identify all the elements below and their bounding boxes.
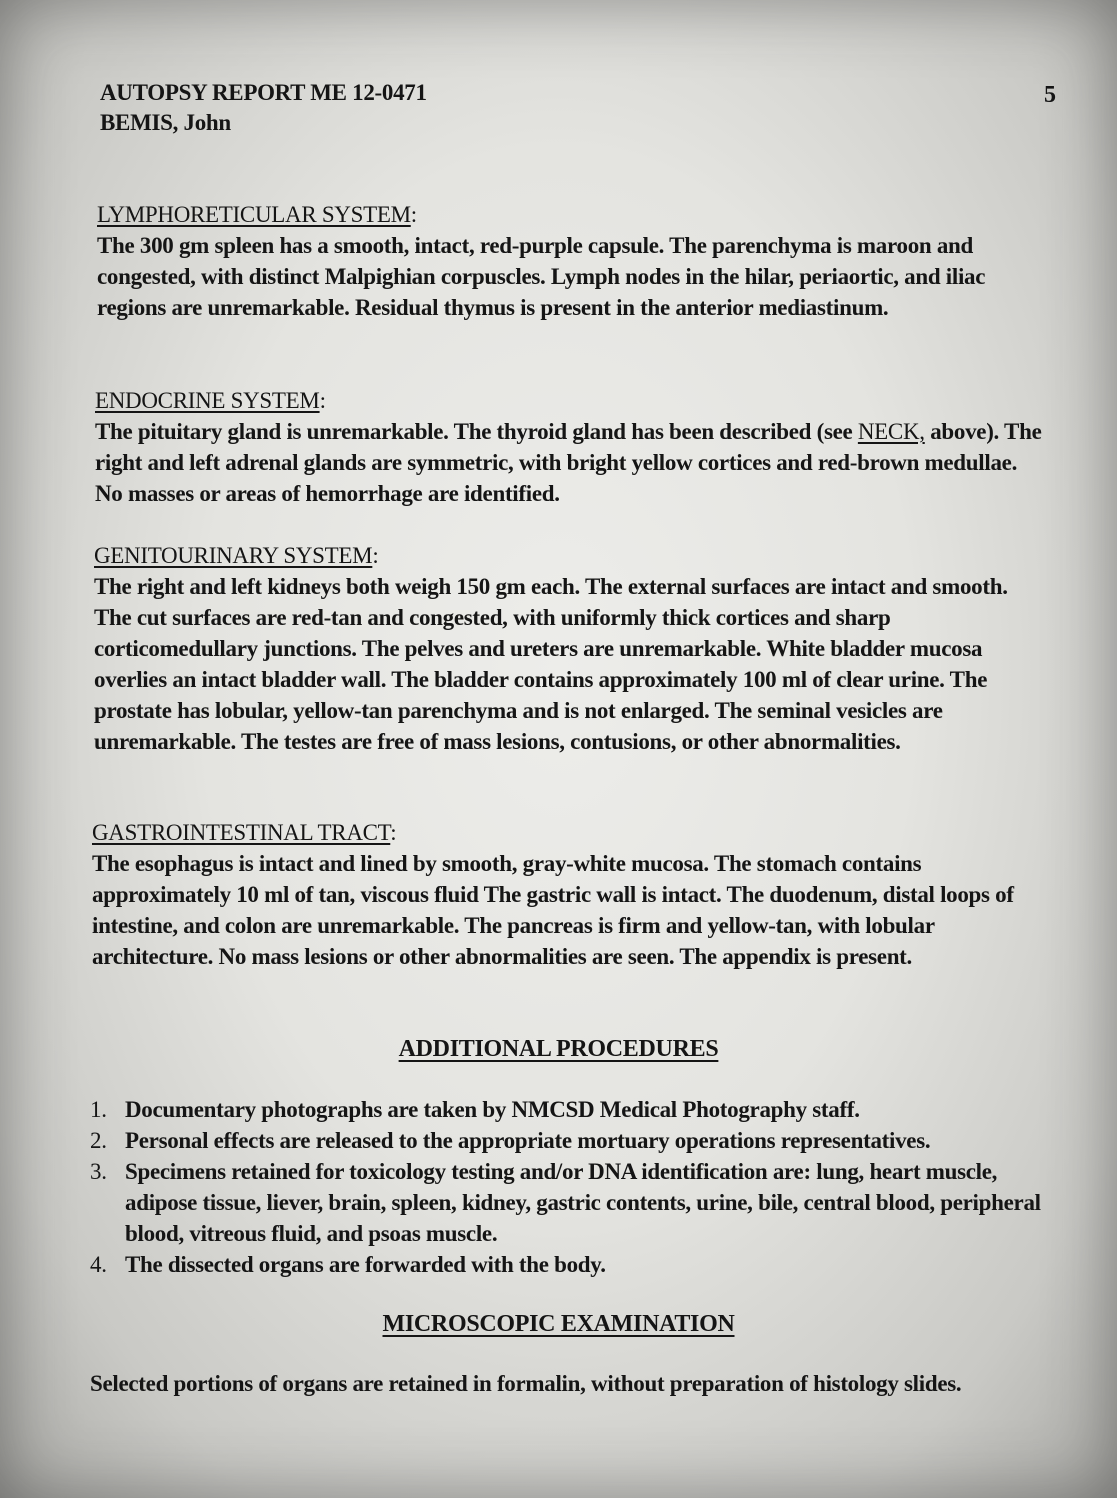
decedent-name: BEMIS, John: [100, 110, 231, 135]
list-item: [90, 1094, 1050, 1125]
heading-colon: :: [372, 543, 379, 568]
list-item: [90, 1125, 1050, 1156]
report-title: AUTOPSY REPORT ME 12-0471: [100, 80, 427, 105]
lymphoreticular-heading: LYMPHORETICULAR SYSTEM: [97, 202, 411, 227]
section-heading: [95, 386, 1055, 416]
heading-colon: :: [319, 388, 326, 413]
endocrine-body-part1: The pituitary gland is unremarkable. The thyroid gland has been described (see: [95, 419, 858, 444]
endocrine-body-part2: above). The right and left adrenal glands are symmetric, with bright yellow cortices and red-brown medullae. No masses or areas of hemorrhage are identified.: [95, 419, 1042, 506]
gastrointestinal-body: The esophagus is intact and lined by smooth, gray-white mucosa. The stomach contains approximately 10 ml of tan, viscous fluid The gastric wall is intact. The duodenum, distal loops of intestine, and colon are unremarkable. The pancreas is firm and yellow-tan, with lobular architecture. No mass lesions or other abnormalities are seen. The appendix is present.: [92, 851, 1014, 969]
endocrine-body: [95, 416, 1045, 509]
page-number: 5: [1044, 82, 1056, 108]
heading-colon: :: [390, 820, 397, 845]
genitourinary-body: The right and left kidneys both weigh 150 gm each. The external surfaces are intact and smooth. The cut surfaces are red-tan and congested, with uniformly thick cortices and sharp corticomedullary junctions. The pelves and ureters are unremarkable. White bladder mucosa overlies an intact bladder wall. The bladder contains approximately 100 ml of clear urine. The prostate has lobular, yellow-tan parenchyma and is not enlarged. The seminal vesicles are unremarkable. The testes are free of mass lesions, contusions, or other abnormalities.: [94, 574, 1008, 754]
list-item-text: The dissected organs are forwarded with the body.: [125, 1252, 606, 1277]
neck-reference: NECK,: [857, 419, 925, 444]
lymphoreticular-section: [97, 200, 1057, 323]
endocrine-heading: ENDOCRINE SYSTEM: [95, 388, 320, 413]
list-number: 4.: [90, 1252, 107, 1277]
genitourinary-section: [94, 541, 1054, 757]
list-number: 1.: [90, 1097, 107, 1122]
list-item: [90, 1249, 1050, 1280]
genitourinary-heading: GENITOURINARY SYSTEM: [94, 543, 373, 568]
heading-colon: :: [410, 202, 417, 227]
list-item-text: Personal effects are released to the appropriate mortuary operations representatives.: [125, 1128, 931, 1153]
list-number: 2.: [90, 1128, 107, 1153]
list-item-text: Specimens retained for toxicology testing and/or DNA identification are: lung, heart muscle, adipose tissue, liever, brain, spleen, kidney, gastric contents, urine, bile, central blood, peripheral blood, vitreous fluid, and psoas muscle.: [125, 1159, 1041, 1246]
section-heading: [94, 541, 1054, 571]
microscopic-heading: MICROSCOPIC EXAMINATION: [382, 1311, 735, 1337]
additional-procedures-heading: ADDITIONAL PROCEDURES: [398, 1036, 719, 1062]
endocrine-section: [95, 386, 1055, 509]
microscopic-body: Selected portions of organs are retained in formalin, without preparation of histology slides.: [90, 1371, 962, 1396]
procedures-list: [90, 1094, 1050, 1280]
list-item-text: Documentary photographs are taken by NMCSD Medical Photography staff.: [125, 1097, 860, 1122]
gastrointestinal-section: [92, 818, 1052, 972]
section-heading: [97, 200, 1057, 230]
lymphoreticular-body: The 300 gm spleen has a smooth, intact, red-purple capsule. The parenchyma is maroon and congested, with distinct Malpighian corpuscles. Lymph nodes in the hilar, periaortic, and iliac regions are unremarkable. Residual thymus is present in the anterior mediastinum.: [97, 233, 986, 320]
list-number: 3.: [90, 1159, 107, 1184]
section-heading: [92, 818, 1052, 848]
list-item: [90, 1156, 1050, 1249]
gastrointestinal-heading: GASTROINTESTINAL TRACT: [92, 820, 391, 845]
